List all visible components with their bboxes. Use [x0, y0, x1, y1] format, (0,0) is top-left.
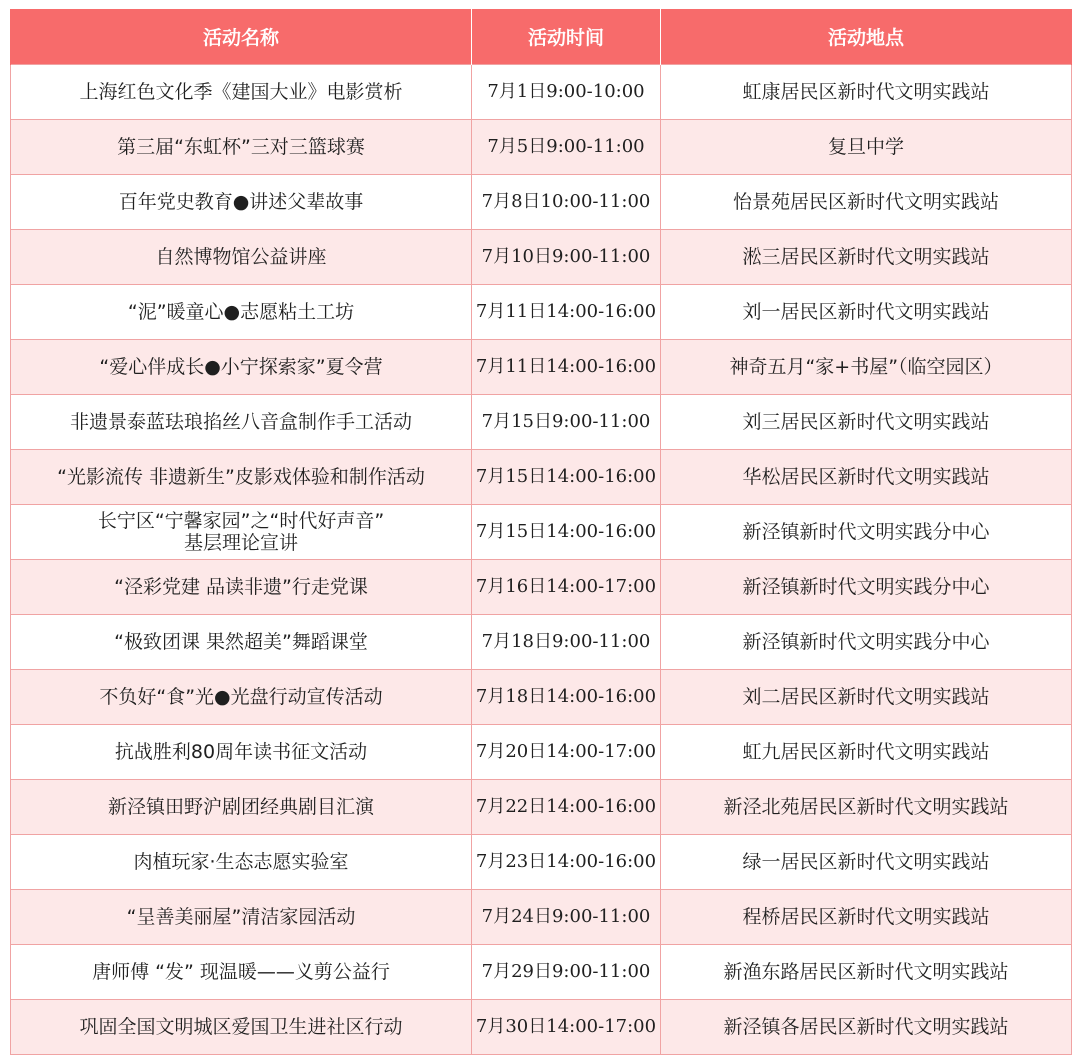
- activity-name-cell: 新泾镇田野沪剧团经典剧目汇演: [11, 780, 472, 835]
- table-header-row: [11, 9, 1072, 65]
- table-row: [11, 835, 1072, 890]
- activity-time-cell: 7月30日14:00-17:00: [472, 1000, 661, 1055]
- activity-place-cell: 虹康居民区新时代文明实践站: [661, 65, 1072, 120]
- table-row: [11, 670, 1072, 725]
- activity-name-cell: “爱心伴成长●小宁探索家”夏令营: [11, 340, 472, 395]
- activity-place-cell: 新泾镇新时代文明实践分中心: [661, 505, 1072, 560]
- activity-place-cell: 新泾镇新时代文明实践分中心: [661, 615, 1072, 670]
- table-row: [11, 175, 1072, 230]
- activity-time-cell: 7月22日14:00-16:00: [472, 780, 661, 835]
- activity-name-line-2: 基层理论宣讲: [183, 532, 298, 554]
- activity-name-cell: 百年党史教育●讲述父辈故事: [11, 175, 472, 230]
- table-row: [11, 890, 1072, 945]
- table-row: [11, 450, 1072, 505]
- activity-name-cell: “极致团课 果然超美”舞蹈课堂: [11, 615, 472, 670]
- activity-name-cell: “呈善美丽屋”清洁家园活动: [11, 890, 472, 945]
- header-activity-place: 活动地点: [661, 9, 1072, 65]
- activity-name-cell: 不负好“食”光●光盘行动宣传活动: [11, 670, 472, 725]
- activity-name-cell: 巩固全国文明城区爱国卫生进社区行动: [11, 1000, 472, 1055]
- activity-time-cell: 7月15日9:00-11:00: [472, 395, 661, 450]
- activity-name-line-1: 长宁区“宁馨家园”之“时代好声音”: [97, 510, 385, 532]
- activity-place-cell: 刘二居民区新时代文明实践站: [661, 670, 1072, 725]
- table-row: [11, 285, 1072, 340]
- activity-name-cell: 非遗景泰蓝珐琅掐丝八音盒制作手工活动: [11, 395, 472, 450]
- activity-time-cell: 7月18日9:00-11:00: [472, 615, 661, 670]
- activity-name-cell: 肉植玩家·生态志愿实验室: [11, 835, 472, 890]
- activity-name-cell: “光影流传 非遗新生”皮影戏体验和制作活动: [11, 450, 472, 505]
- activity-place-cell: 怡景苑居民区新时代文明实践站: [661, 175, 1072, 230]
- activity-time-cell: 7月29日9:00-11:00: [472, 945, 661, 1000]
- activity-time-cell: 7月1日9:00-10:00: [472, 65, 661, 120]
- activity-time-cell: 7月20日14:00-17:00: [472, 725, 661, 780]
- table-row: [11, 65, 1072, 120]
- table-row: [11, 780, 1072, 835]
- table-row: [11, 560, 1072, 615]
- table-row: [11, 945, 1072, 1000]
- table-row: [11, 120, 1072, 175]
- activity-time-cell: 7月8日10:00-11:00: [472, 175, 661, 230]
- activity-time-cell: 7月24日9:00-11:00: [472, 890, 661, 945]
- activity-place-cell: 程桥居民区新时代文明实践站: [661, 890, 1072, 945]
- activity-place-cell: 新泾镇新时代文明实践分中心: [661, 560, 1072, 615]
- activity-name-cell: 唐师傅 “发” 现温暖——义剪公益行: [11, 945, 472, 1000]
- activity-time-cell: 7月11日14:00-16:00: [472, 285, 661, 340]
- activity-time-cell: 7月10日9:00-11:00: [472, 230, 661, 285]
- activity-name-cell: 上海红色文化季《建国大业》电影赏析: [11, 65, 472, 120]
- activity-name-cell: 第三届“东虹杯”三对三篮球赛: [11, 120, 472, 175]
- activity-time-cell: 7月18日14:00-16:00: [472, 670, 661, 725]
- activity-place-cell: 刘三居民区新时代文明实践站: [661, 395, 1072, 450]
- table-row: [11, 615, 1072, 670]
- activity-place-cell: 刘一居民区新时代文明实践站: [661, 285, 1072, 340]
- activity-name-cell: [11, 505, 472, 560]
- activity-schedule: [10, 9, 1071, 1055]
- activity-name-cell: “泾彩党建 品读非遗”行走党课: [11, 560, 472, 615]
- header-activity-name: 活动名称: [11, 9, 472, 65]
- activity-place-cell: 虹九居民区新时代文明实践站: [661, 725, 1072, 780]
- activity-place-cell: 新泾镇各居民区新时代文明实践站: [661, 1000, 1072, 1055]
- activity-table: [10, 9, 1072, 1055]
- table-row: [11, 725, 1072, 780]
- table-row: [11, 1000, 1072, 1055]
- activity-name-cell: “泥”暖童心●志愿粘土工坊: [11, 285, 472, 340]
- activity-name-cell: 抗战胜利80周年读书征文活动: [11, 725, 472, 780]
- activity-time-cell: 7月5日9:00-11:00: [472, 120, 661, 175]
- table-row: [11, 230, 1072, 285]
- activity-place-cell: 淞三居民区新时代文明实践站: [661, 230, 1072, 285]
- table-row: [11, 340, 1072, 395]
- activity-name-cell: 自然博物馆公益讲座: [11, 230, 472, 285]
- activity-time-cell: 7月11日14:00-16:00: [472, 340, 661, 395]
- activity-time-cell: 7月15日14:00-16:00: [472, 450, 661, 505]
- activity-place-cell: 新泾北苑居民区新时代文明实践站: [661, 780, 1072, 835]
- activity-time-cell: 7月16日14:00-17:00: [472, 560, 661, 615]
- activity-place-cell: 绿一居民区新时代文明实践站: [661, 835, 1072, 890]
- activity-place-cell: 复旦中学: [661, 120, 1072, 175]
- activity-place-cell: 神奇五月“家+书屋”（临空园区）: [661, 340, 1072, 395]
- header-activity-time: 活动时间: [472, 9, 661, 65]
- activity-time-cell: 7月23日14:00-16:00: [472, 835, 661, 890]
- table-row: [11, 395, 1072, 450]
- activity-time-cell: 7月15日14:00-16:00: [472, 505, 661, 560]
- activity-place-cell: 华松居民区新时代文明实践站: [661, 450, 1072, 505]
- activity-place-cell: 新渔东路居民区新时代文明实践站: [661, 945, 1072, 1000]
- table-row: [11, 505, 1072, 560]
